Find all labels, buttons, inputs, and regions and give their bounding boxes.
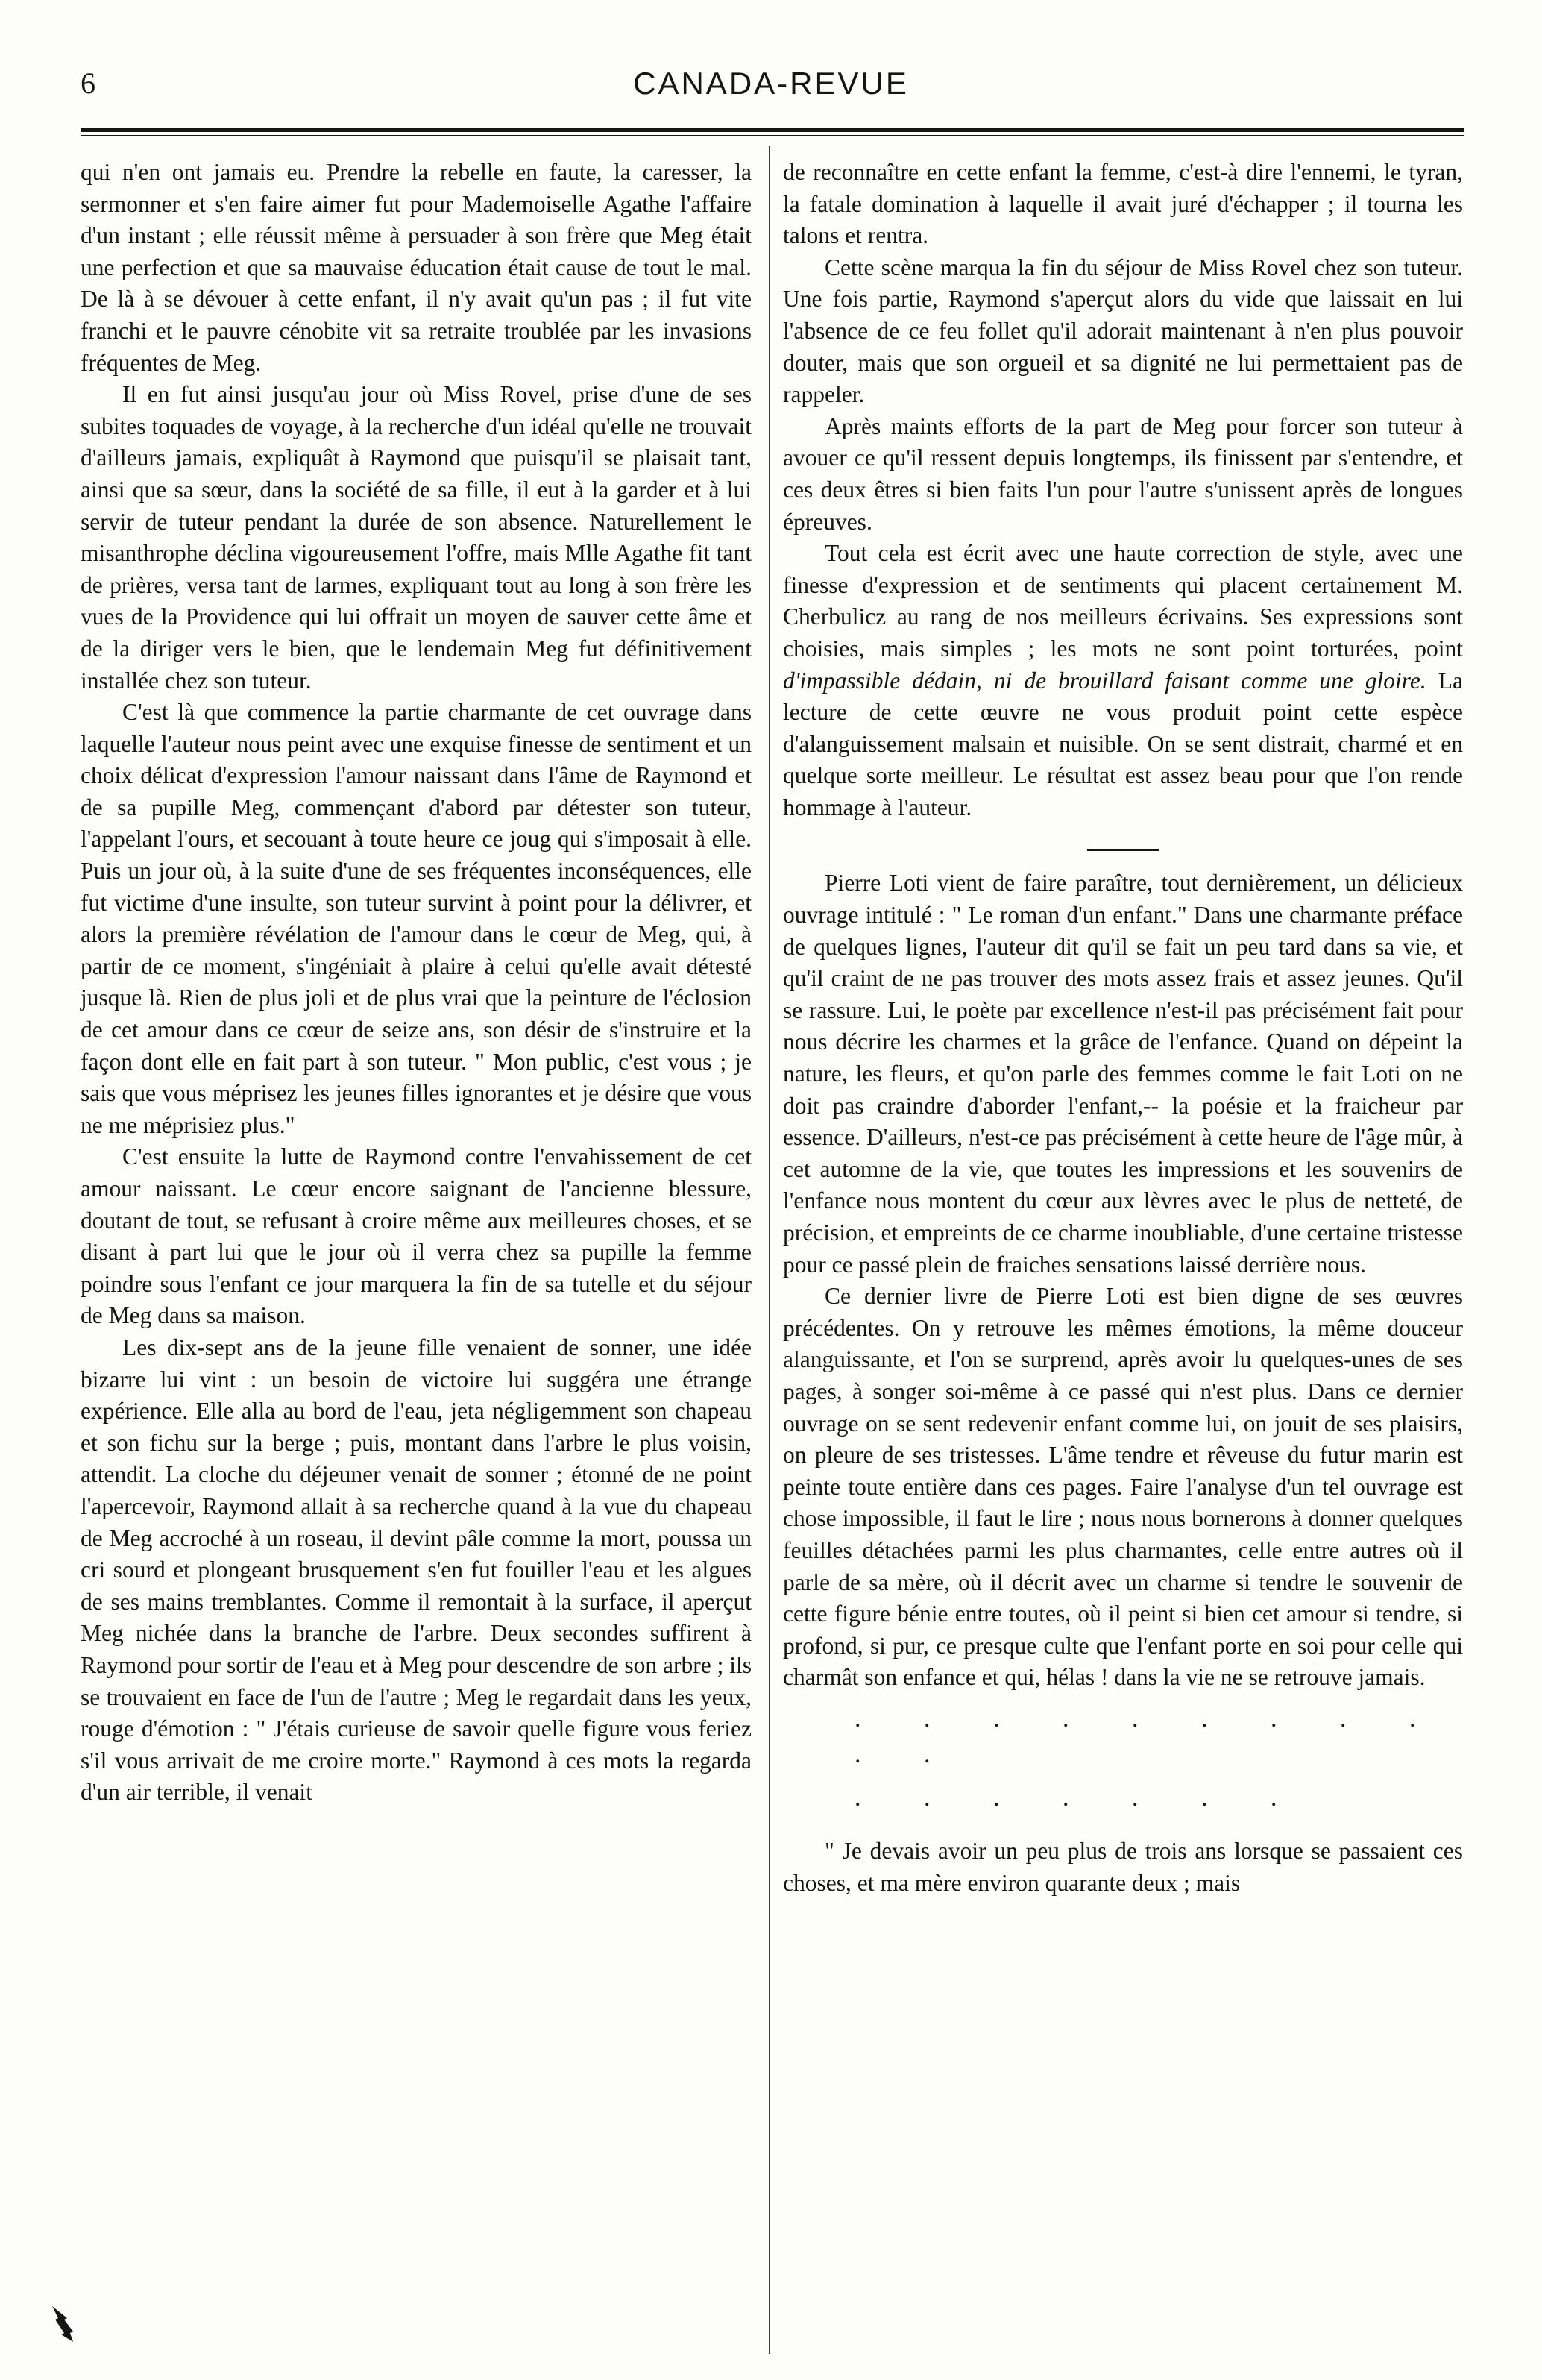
italic-quote: d'impassible dédain, ni de brouillard faisant comme une gloire. — [783, 667, 1426, 694]
paragraph: Ce dernier livre de Pierre Loti est bien digne de ses œuvres précédentes. On y retrouve les mêmes émotions, la même douceur alanguissante, et l'on se surprend, après avoir lu quelques-unes de ses pages, à songer soi-même à ce passé qui n'est plus. Dans ce dernier ouvrage on se sent redevenir enfant comme lui, on jouit de ses plaisirs, on pleure de ses tristesses. L'âme tendre et rêveuse du futur marin est peinte toute entière dans ces pages. Faire l'analyse d'un tel ouvrage est chose impossible, il faut le lire ; nous nous bornerons à donner quelques feuilles détachées parmi les plus charmantes, celle entre autres où il parle de sa mère, où il décrit avec un charme si tendre le souvenir de cette figure bénie entre toutes, où il peint si bien cet amour si tendre, si profond, si pur, ce presque culte que l'enfant porte en soi pour celle qui charmât son enfance et qui, hélas ! dans la vie ne se retrouve jamais. — [783, 1283, 1463, 1691]
paragraph-text: Tout cela est écrit avec une haute correction de style, avec une finesse d'expression et de sentiments qui placent certainement M. Cherbulicz au rang de nos meilleurs écrivains. Ses expressions sont choisies, mais simples ; les mots ne sont point torturées, point — [783, 540, 1463, 662]
paragraph: Cette scène marqua la fin du séjour de Miss Rovel chez son tuteur. Une fois partie, Raymond s'aperçut alors du vide que laissait en lui l'absence de ce feu follet qu'il adorait maintenant à n'en plus pouvoir douter, mais que son orgueil et sa dignité ne lui permettaient pas de rappeler. — [783, 254, 1463, 408]
paragraph: de reconnaître en cette enfant la femme, c'est-à dire l'ennemi, le tyran, la fatale domination à laquelle il avait juré d'échapper ; il tourna les talons et rentra. — [783, 159, 1463, 249]
page-header-title: CANADA-REVUE — [633, 66, 909, 101]
paragraph: qui n'en ont jamais eu. Prendre la rebelle en faute, la caresser, la sermonner et s'en faire aimer fut pour Mademoiselle Agathe l'affaire d'un instant ; elle réussit même à persuader à son frère que Meg était une perfection et que sa mauvaise éducation était cause de tout le mal. De là à se dévouer à cette enfant, il n'y avait qu'un pas ; il fut vite franchi et le pauvre cénobite vit sa retraite troublée par les invasions fréquentes de Meg. — [81, 159, 752, 376]
left-column — [81, 157, 752, 1809]
paragraph: Pierre Loti vient de faire paraître, tout dernièrement, un délicieux ouvrage intitulé : " Le roman d'un enfant." Dans une charmante préface de quelques lignes, l'auteur dit qu'il se fait un peu tard dans sa vie, et qu'il craint de ne pas trouver des mots assez frais et assez jeunes. Qu'il se rassure. Lui, le poète par excellence n'est-il pas précisément fait pour nous décrire les charmes et la grâce de l'enfance. Quand on dépeint la nature, les fleurs, et qu'on parle des femmes comme le fait Loti on ne doit pas craindre d'aborder l'enfant,-- la poésie et la fraicheur par essence. D'ailleurs, n'est-ce pas précisément à cette heure de l'âge mûr, à cet automne de la vie, que toutes les impressions et les souvenirs de l'enfance nous montent du cœur aux lèvres avec le plus de netteté, de précision, et empreints de ce charme inoubliable, d'une certaine tristesse pour ce passé plein de fraiches sensations laissé derrière nous. — [783, 870, 1463, 1278]
column-divider — [769, 146, 770, 2354]
paragraph — [783, 538, 1463, 823]
paragraph: Les dix-sept ans de la jeune fille venaient de sonner, une idée bizarre lui vint : un besoin de victoire lui suggéra une étrange expérience. Elle alla au bord de l'eau, jeta négligemment son chapeau et son fichu sur la berge ; puis, montant dans l'arbre le plus voisin, attendit. La cloche du déjeuner venait de sonner ; étonné de ne point l'apercevoir, Raymond allait à sa recherche quand à la vue du chapeau de Meg accroché à un roseau, il devint pâle comme la mort, poussa un cri sourd et plongeant brusquement s'en fut fouiller l'eau et les algues de ses mains tremblantes. Comme il remontait à la surface, il aperçut Meg nichée dans la branche de l'arbre. Deux secondes suffirent à Raymond pour sortir de l'eau et à Meg pour descendre de son arbre ; ils se trouvaient en face de l'un de l'autre ; Meg le regardait dans les yeux, rouge d'émotion : " J'étais curieuse de savoir quelle figure vous feriez s'il vous arrivait de me croire morte." Raymond à ces mots la regarda d'un air terrible, il venait — [81, 1334, 752, 1806]
right-column — [783, 157, 1463, 1899]
ellipsis-row: . . . . . . . — [855, 1783, 1306, 1812]
paragraph-text: La lecture de cette œuvre ne vous produit point cette espèce d'alanguissement malsain et nuisible. On se sent distrait, charmé et en quelque sorte meilleur. Le résultat est assez beau pour que l'on rende hommage à l'auteur. — [783, 667, 1463, 820]
header-rule-thin — [81, 135, 1464, 136]
paragraph: C'est là que commence la partie charmante de cet ouvrage dans laquelle l'auteur nous peint avec une exquise finesse de sentiment et un choix délicat d'expression l'amour naissant dans l'âme de Raymond et de sa pupille Meg, commençant d'abord par détester son tuteur, l'appelant l'ours, et secouant à toute heure ce joug qui s'imposait à elle. Puis un jour où, à la suite d'une de ses fréquentes inconséquences, elle fut victime d'une insulte, son tuteur survint à point pour la délivrer, et alors la première révélation de l'amour dans le cœur de Meg, qui, à partir de ce moment, s'ingéniait à plaire à celui qu'elle avait détesté jusque là. Rien de plus joli et de plus vrai que la peinture de l'éclosion de cet amour dans ce cœur de seize ans, son désir de s'instruire et la façon dont elle en fait part à son tuteur. " Mon public, c'est vous ; je sais que vous méprisez les jeunes filles ignorantes et je désire que vous ne me méprisiez plus." — [81, 699, 752, 1138]
ellipsis-row: . . . . . . . . . . . — [855, 1704, 1444, 1768]
printer-mark-icon — [48, 2303, 78, 2345]
paragraph: Après maints efforts de la part de Meg pour forcer son tuteur à avouer ce qu'il ressent depuis longtemps, ils finissent par s'entendre, et ces deux êtres si bien faits l'un pour l'autre s'unissent après de longues épreuves. — [783, 412, 1463, 535]
page-number: 6 — [81, 66, 95, 100]
paragraph: C'est ensuite la lutte de Raymond contre l'envahissement de cet amour naissant. Le cœur encore saignant de l'ancienne blessure, doutant de tout, se refusant à croire même aux meilleures choses, et se disant à part lui que le jour où il verra chez sa pupille la femme poindre sous l'enfant ce jour marquera la fin de sa tutelle et du séjour de Meg dans sa maison. — [81, 1143, 752, 1329]
header-rule-thick — [81, 128, 1464, 132]
section-separator-rule — [1087, 849, 1159, 851]
paragraph: Il en fut ainsi jusqu'au jour où Miss Rovel, prise d'une de ses subites toquades de voyage, à la recherche d'un idéal qu'elle ne trouvait d'ailleurs jamais, expliquât à Raymond que puisqu'il se plaisait tant, ainsi que sa sœur, dans la société de sa fille, il eut à la garder et à lui servir de tuteur pendant la durée de son absence. Naturellement le misanthrophe déclina vigoureusement l'offre, mais Mlle Agathe fit tant de prières, versa tant de larmes, expliquant tout au long à son frère les vues de la Providence qui lui offrait un moyen de sauver cette âme et de la diriger vers le bien, que le lendemain Meg fut définitivement installée chez son tuteur. — [81, 381, 752, 694]
paragraph: " Je devais avoir un peu plus de trois ans lorsque se passaient ces choses, et ma mère environ quarante deux ; mais — [783, 1837, 1463, 1896]
